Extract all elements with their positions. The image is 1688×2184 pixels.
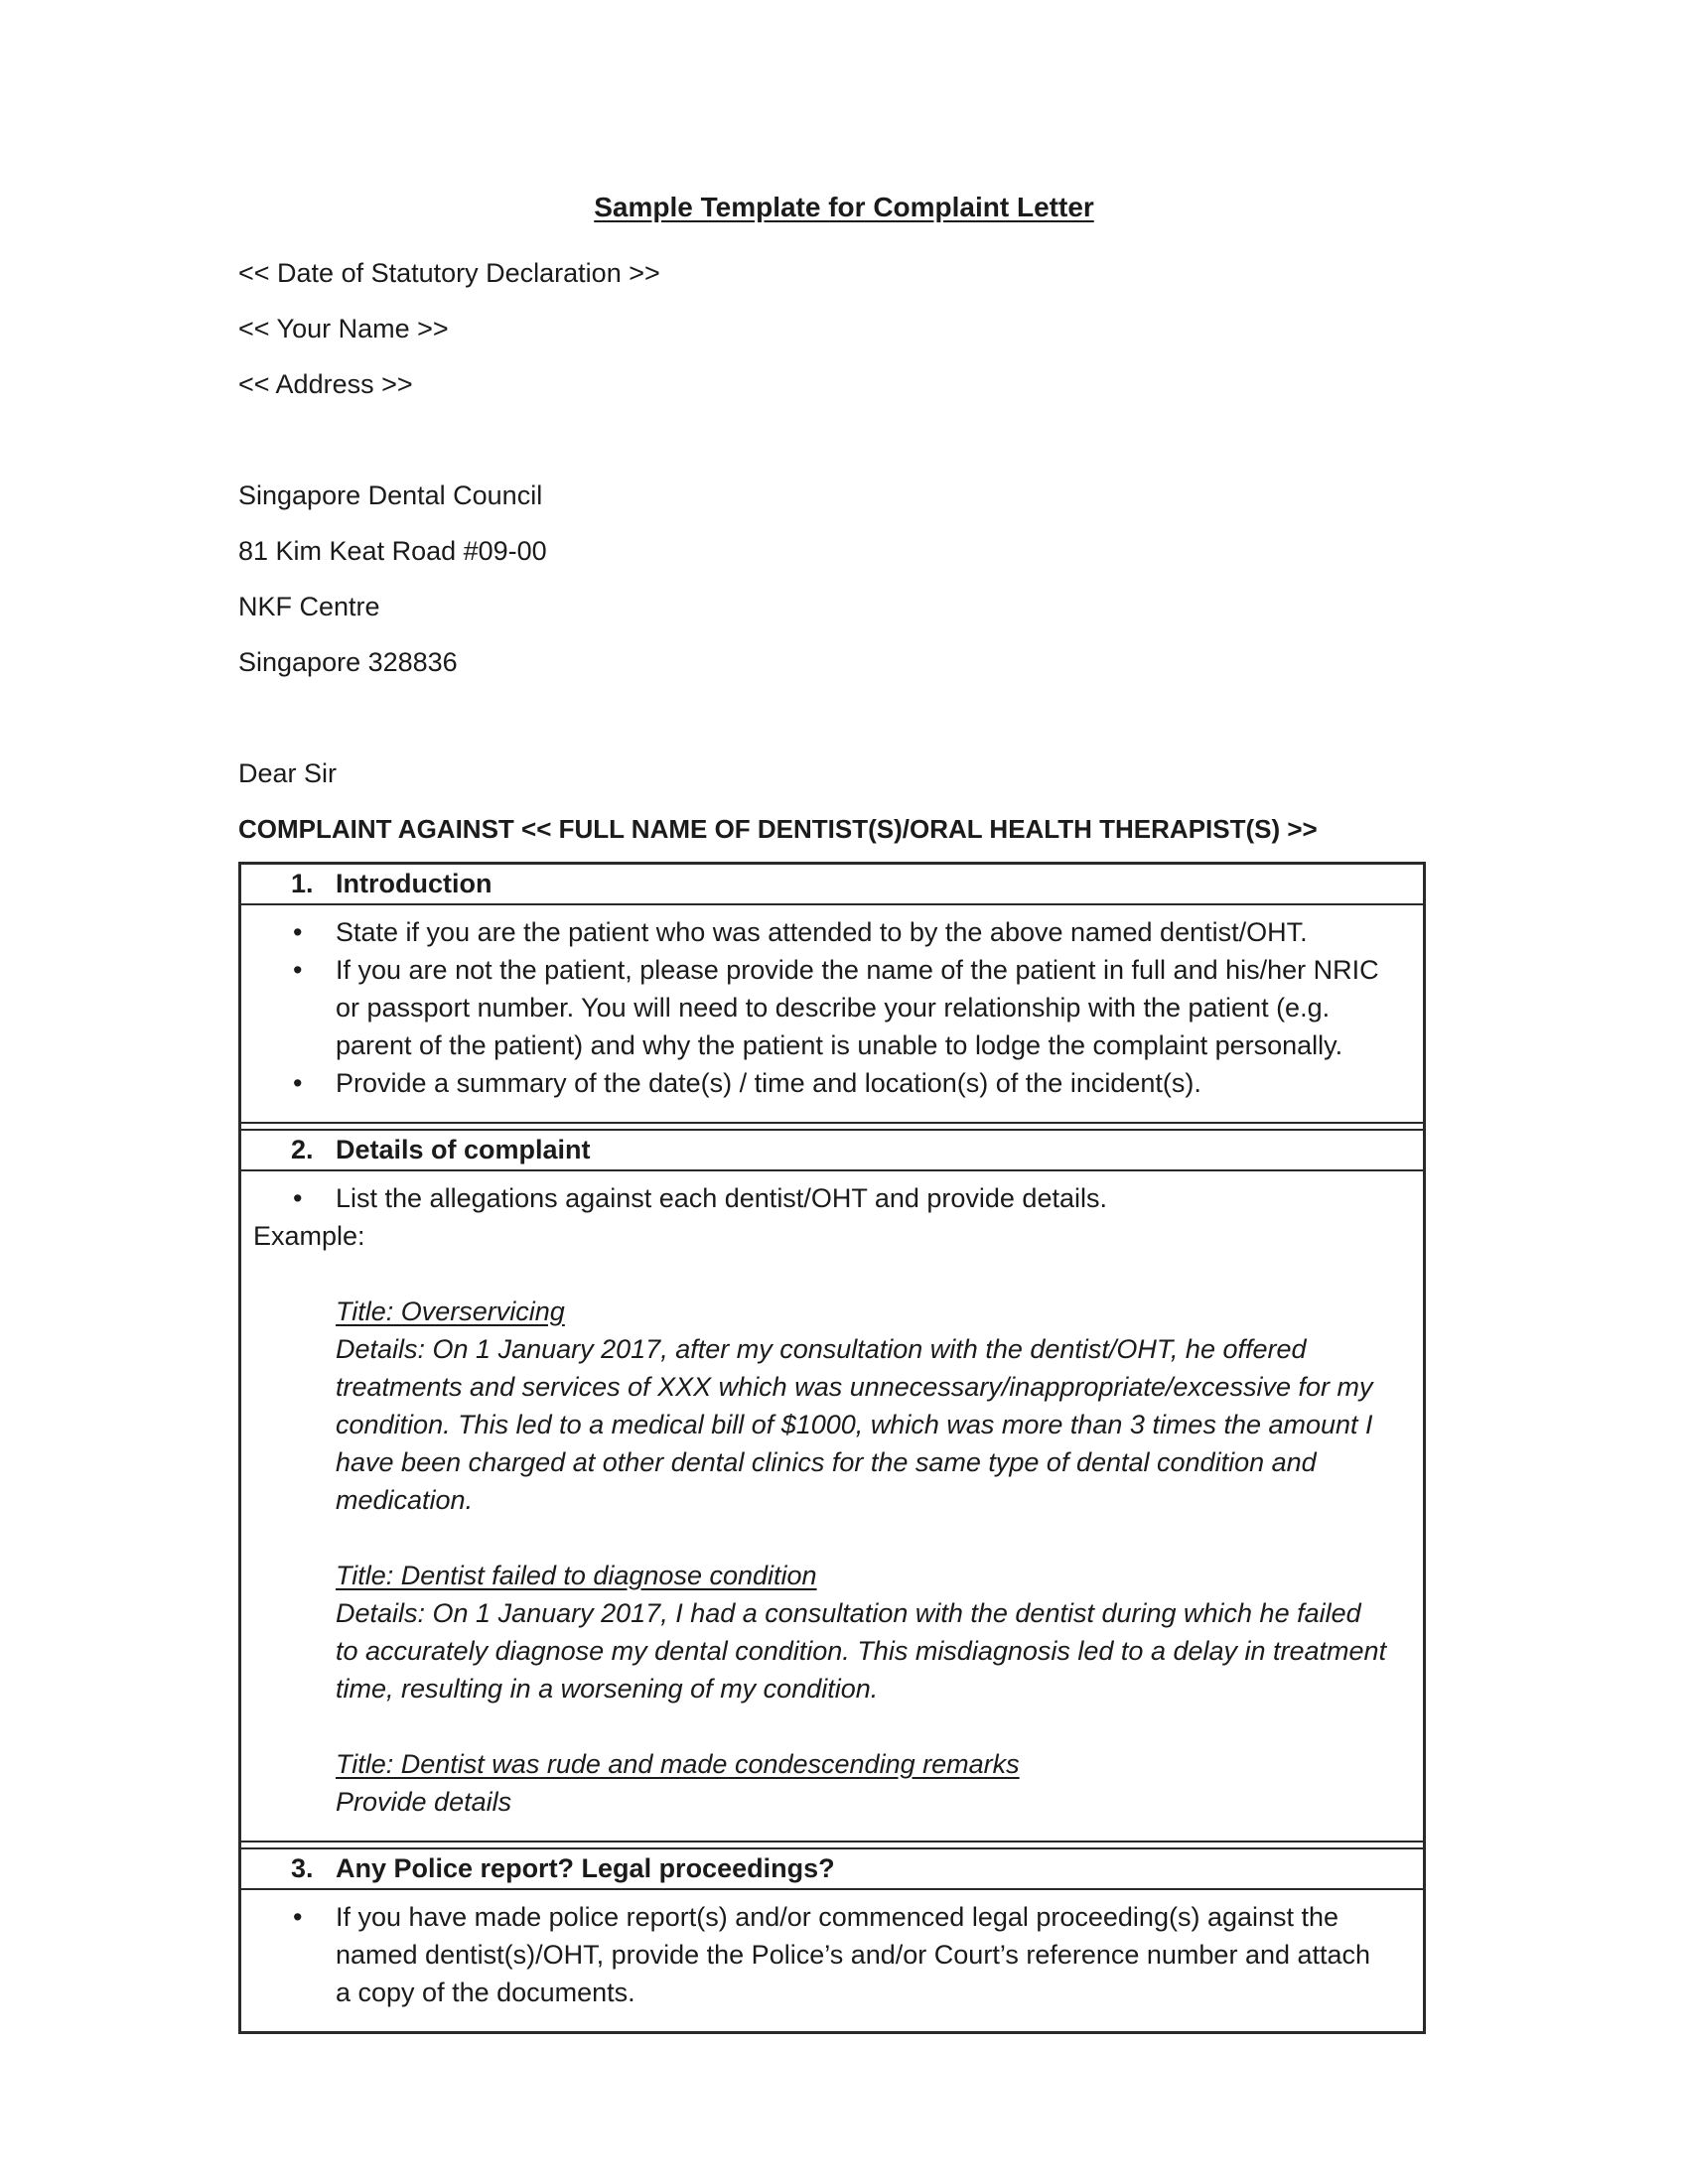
section-number: 1. [291, 869, 314, 898]
section-number: 3. [291, 1853, 314, 1883]
list-item-text: If you are not the patient, please provide the name of the patient in full and his/her NRIC or passport number. You will need to describe your relationship with the patient (e.g. parent of the patient) and why the patient is unable to lodge the complaint personally. [336, 955, 1379, 1060]
example-title: Title: Overservicing [336, 1297, 565, 1326]
example-title: Title: Dentist failed to diagnose condition [336, 1561, 817, 1590]
list-item [253, 1898, 1388, 2011]
bullet-marker: • [293, 1902, 303, 1932]
example-overservicing [336, 1293, 1388, 1519]
example-label: Example: [253, 1221, 365, 1251]
list-item-text: State if you are the patient who was attended to by the above named dentist/OHT. [336, 917, 1308, 947]
recipient-line-building: NKF Centre [238, 592, 380, 621]
bullet-marker: • [293, 1068, 303, 1098]
bullet-marker: • [293, 1183, 303, 1213]
blank-line [238, 699, 1450, 754]
blank-line [238, 421, 1450, 477]
list-item [253, 951, 1388, 1064]
example-details: Provide details [336, 1787, 512, 1817]
list-item-text: If you have made police report(s) and/or commenced legal proceeding(s) against the named dentist(s)/OHT, provide the Police’s and/or Court’s reference number and attach a copy of the documents. [336, 1902, 1371, 2007]
section-divider [241, 1122, 1423, 1131]
bullet-marker: • [293, 917, 303, 947]
recipient-line-postal: Singapore 328836 [238, 647, 458, 677]
section-body-police-report [241, 1890, 1423, 2031]
recipient-line-council: Singapore Dental Council [238, 480, 543, 510]
section-heading: Any Police report? Legal proceedings? [336, 1853, 835, 1883]
section-number: 2. [291, 1135, 314, 1164]
section-heading: Details of complaint [336, 1135, 591, 1164]
section-heading: Introduction [336, 869, 492, 898]
list-item [253, 1064, 1388, 1102]
placeholder-statutory-date: << Date of Statutory Declaration >> [238, 258, 660, 288]
bullet-marker: • [293, 955, 303, 985]
salutation: Dear Sir [238, 758, 338, 788]
recipient-line-street: 81 Kim Keat Road #09-00 [238, 536, 547, 566]
document-title: Sample Template for Complaint Letter [594, 192, 1094, 222]
list-item [253, 1179, 1388, 1217]
section-header-police-report [241, 1849, 1423, 1890]
placeholder-address: << Address >> [238, 369, 413, 399]
placeholder-your-name: << Your Name >> [238, 314, 449, 343]
example-failed-diagnosis [336, 1557, 1388, 1707]
section-body-introduction [241, 905, 1423, 1122]
list-item-text: List the allegations against each dentist/OHT and provide details. [336, 1183, 1107, 1213]
subject-line: COMPLAINT AGAINST << FULL NAME OF DENTIST(S)/ORAL HEALTH THERAPIST(S) >> [238, 814, 1318, 844]
example-details: Details: On 1 January 2017, I had a consultation with the dentist during which he failed to accurately diagnose my dental condition. This misdiagnosis led to a delay in treatment time, resulting in a worsening of my condition. [336, 1598, 1387, 1704]
section-divider [241, 1841, 1423, 1849]
list-item-text: Provide a summary of the date(s) / time and location(s) of the incident(s). [336, 1068, 1201, 1098]
section-header-introduction [241, 865, 1423, 905]
section-header-details-of-complaint [241, 1131, 1423, 1171]
example-details: Details: On 1 January 2017, after my consultation with the dentist/OHT, he offered treatments and services of XXX which was unnecessary/inappropriate/excessive for my condition. This led to a medical bill of $1000, which was more than 3 times the amount I have been charged at other dental clinics for the same type of dental condition and medication. [336, 1334, 1373, 1515]
list-item [253, 913, 1388, 951]
example-rude-remarks [336, 1745, 1388, 1821]
example-title: Title: Dentist was rude and made condescending remarks [336, 1749, 1020, 1779]
complaint-guidance-table [238, 862, 1426, 2034]
section-body-details-of-complaint [241, 1171, 1423, 1841]
